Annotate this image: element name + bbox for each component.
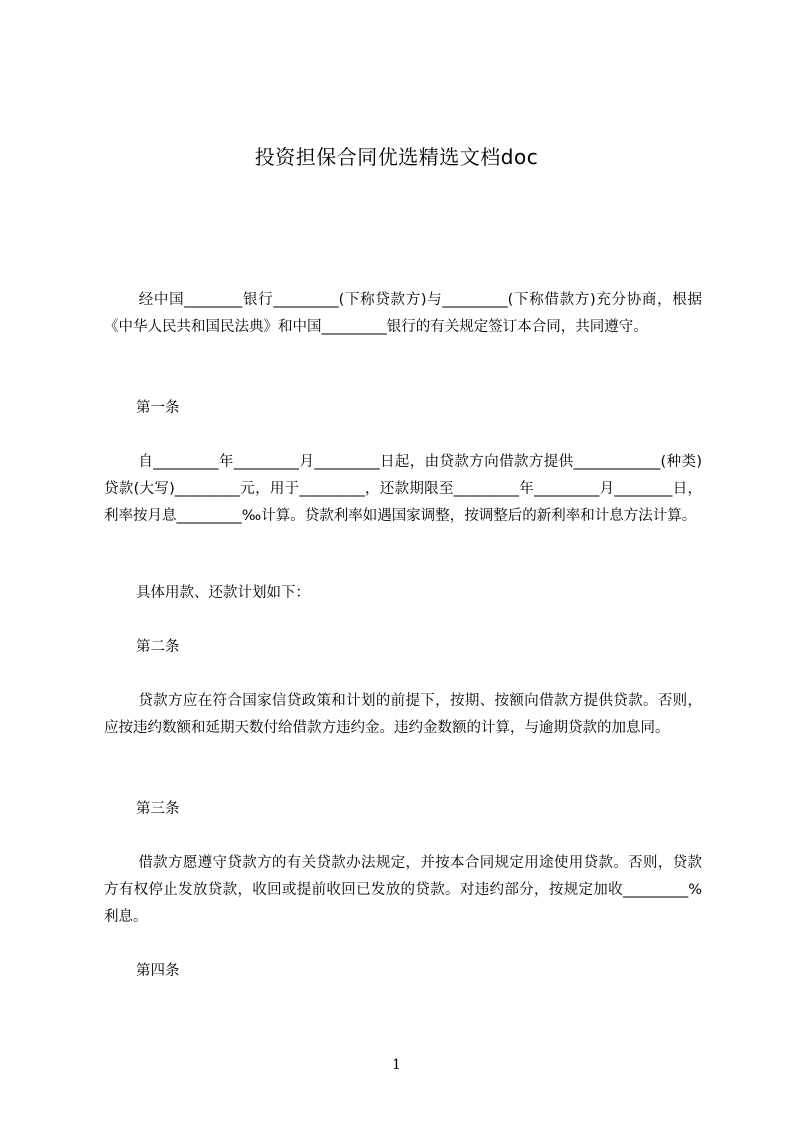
article-3-heading: 第三条 [136,801,180,817]
intro-paragraph [104,287,702,341]
article-3-paragraph [104,850,702,931]
intro-text: 经中国________银行_________(下称贷款方)与_________(下称借款方)充分协商，根据《中华人民共和国民法典》和中国_________银行的有关规定签订本合同，共同遵守。 [104,292,702,335]
article-1-heading: 第一条 [136,400,180,416]
article-4-heading: 第四条 [136,963,180,979]
article-2-paragraph [104,688,702,742]
page-number: 1 [392,1057,401,1073]
article-2-heading: 第二条 [136,639,180,655]
article-1-text: 自_________年_________月_________日起，由贷款方向借款方提供____________(种类)贷款(大写)_________元，用于_________，还款期限至_________年_________月________日，利率按月息_________‰计算。贷款利率如遇国家调整，按调整后的新利率和计息方法计算。 [104,454,702,524]
article-2-text: 贷款方应在符合国家信贷政策和计划的前提下，按期、按额向借款方提供贷款。否则，应按违约数额和延期天数付给借款方违约金。违约金数额的计算，与逾期贷款的加息同。 [104,693,702,736]
article-3-text: 借款方愿遵守贷款方的有关贷款办法规定，并按本合同规定用途使用贷款。否则，贷款方有权停止发放贷款，收回或提前收回已发放的贷款。对违约部分，按规定加收_________%利息。 [104,855,702,925]
plan-line: 具体用款、还款计划如下： [136,585,310,601]
article-1-paragraph [104,449,702,530]
document-title: 投资担保合同优选精选文档doc [254,145,539,169]
